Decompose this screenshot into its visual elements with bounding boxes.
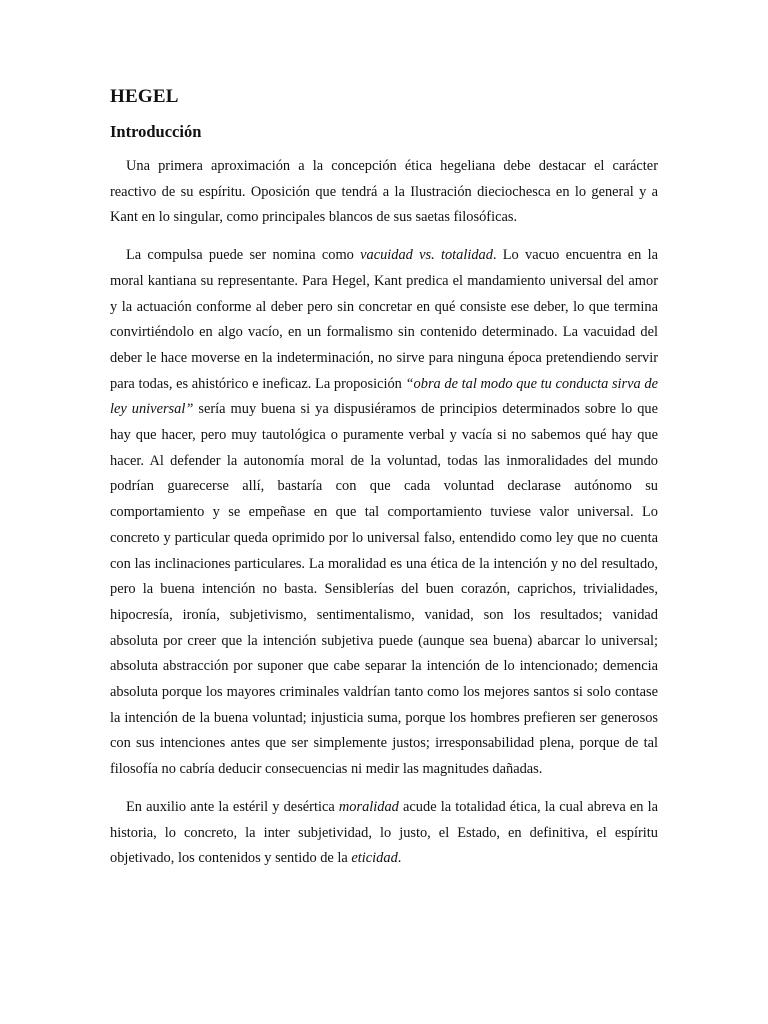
- paragraph-1: [110, 154, 658, 231]
- paragraph-text: La compulsa puede ser nomina como: [126, 247, 361, 264]
- paragraph-text: En auxilio ante la estéril y desértica: [126, 798, 339, 815]
- section-heading: Introducción: [110, 122, 202, 141]
- paragraph-text: . Lo vacuo encuentra en la moral kantiana su representante. Para Hegel, Kant predica el mandamiento universal del amor y la actuación conforme al deber pero sin concretar en qué consiste ese deber, lo que termina convirtiéndolo en algo vacío, en un formalismo sin contenido determinado. La vacuidad del deber le hace moverse en la indeterminación, no sirve para ninguna época pretendiendo servir para todas, es ahistórico e ineficaz. La proposición: [110, 247, 659, 392]
- paragraph-text: acude la totalidad ética, la cual abreva en la historia, lo concreto, la inter subjetividad, lo justo, el Estado, en definitiva, el espíritu objetivado, los contenidos y sentido de la: [110, 798, 659, 867]
- italic-phrase: moralidad: [338, 798, 399, 815]
- italic-phrase: vacuidad vs. totalidad: [360, 247, 493, 264]
- document-page: [110, 82, 658, 884]
- italic-phrase: eticidad: [351, 850, 398, 867]
- paragraph-text: .: [397, 850, 402, 867]
- paragraph-text: sería muy buena si ya dispusiéramos de principios determinados sobre lo que hay que hacer, pero muy tautológica o puramente verbal y vacía si no sabemos qué hay que hacer. Al defender la autonomía moral de la voluntad, todas las inmoralidades del mundo podrían guarecerse allí, bastaría con que cada voluntad declarase autónomo su comportamiento y se empeñase en que tal comportamiento tuviese valor universal. Lo concreto y particular queda oprimido por lo universal falso, entendido como ley que no cuenta con las inclinaciones particulares. La moralidad es una ética de la intención y no del resultado, pero la buena intención no basta. Sensiblerías del buen corazón, caprichos, trivialidades, hipocresía, ironía, subjetivismo, sentimentalismo, vanidad, son los resultados; vanidad absoluta por creer que la intención subjetiva puede (aunque sea buena) abarcar lo universal; absoluta abstracción por suponer que cabe separar la intención de lo intencionado; demencia absoluta porque los mayores criminales valdrían tanto como los mejores santos si solo contase la intención de la buena voluntad; injusticia suma, porque los hombres prefieren ser generosos con sus intenciones antes que ser simplemente justos; irresponsabilidad plena, porque de tal filosofía no cabría deducir consecuencias ni medir las magnitudes dañadas.: [110, 401, 658, 778]
- italic-quote: “obra de tal modo que tu conducta sirva de ley universal”: [110, 375, 658, 418]
- document-title: HEGEL: [110, 86, 179, 107]
- paragraph-2: [110, 243, 658, 783]
- paragraph-3: [110, 795, 658, 872]
- paragraph-text: Una primera aproximación a la concepción ética hegeliana debe destacar el carácter reactivo de su espíritu. Oposición que tendrá a la Ilustración dieciochesca en lo general y a Kant en lo singular, como principales blancos de sus saetas filosóficas.: [110, 158, 658, 226]
